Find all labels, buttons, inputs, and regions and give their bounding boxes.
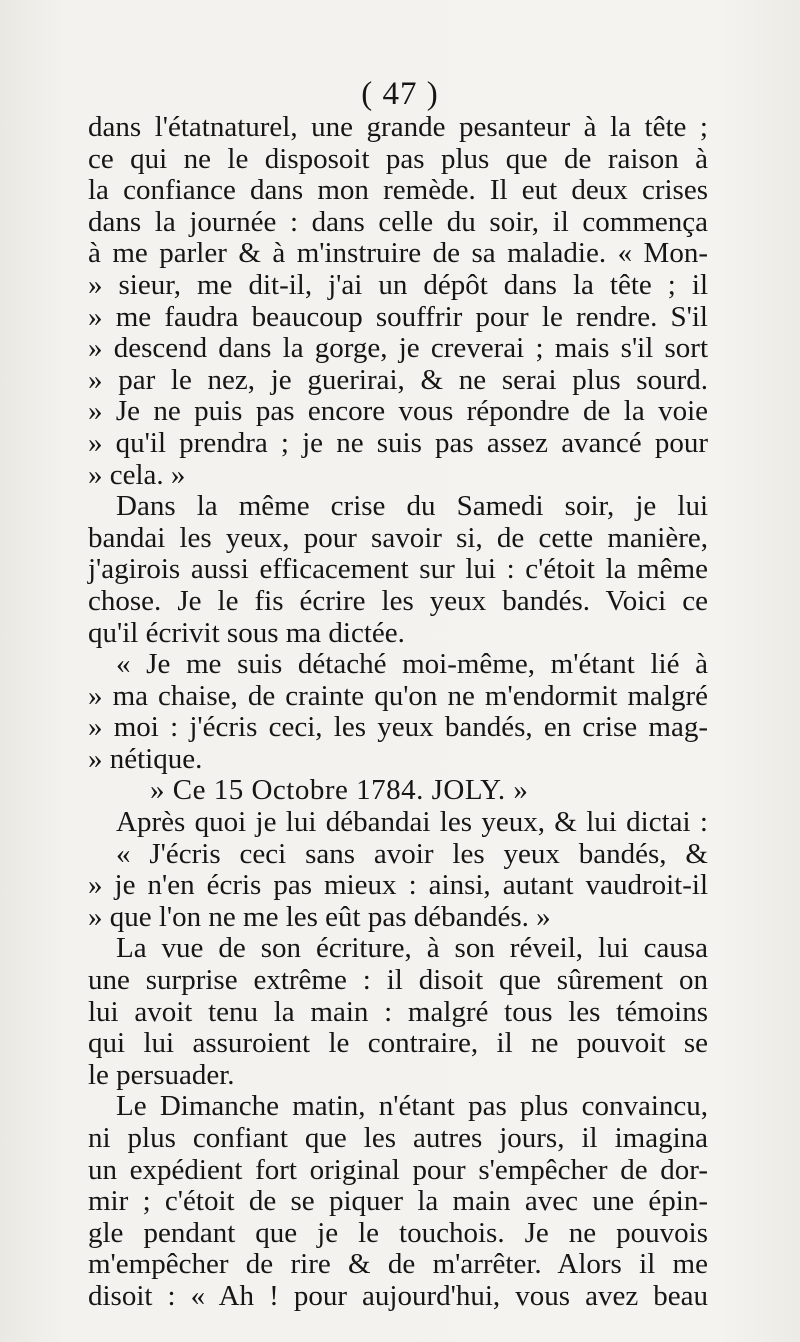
text-line: » Je ne puis pas encore vous répondre de la voie bbox=[88, 395, 708, 428]
text-line: j'agirois aussi efficacement sur lui : c'étoit la même bbox=[88, 553, 708, 586]
text-line: m'empêcher de rire & de m'arrêter. Alors il me bbox=[88, 1248, 708, 1281]
text-line: disoit : « Ah ! pour aujourd'hui, vous avez beau bbox=[88, 1279, 708, 1312]
text-line: » nétique. bbox=[88, 742, 203, 775]
page-number: ( 47 ) bbox=[361, 76, 439, 112]
text-line: ce qui ne le disposoit pas plus que de raison à bbox=[88, 142, 708, 175]
text-line: qu'il écrivit sous ma dictée. bbox=[88, 616, 405, 649]
text-line: un expédient fort original pour s'empêcher de dor- bbox=[88, 1153, 708, 1186]
text-line: mir ; c'étoit de se piquer la main avec une épin- bbox=[88, 1185, 708, 1218]
text-line: » ma chaise, de crainte qu'on ne m'endormit malgré bbox=[88, 679, 708, 712]
text-line: » descend dans la gorge, je creverai ; mais s'il sort bbox=[88, 332, 708, 365]
text-line: » sieur, me dit-il, j'ai un dépôt dans la tête ; il bbox=[88, 268, 708, 301]
text-line: « J'écris ceci sans avoir les yeux bandés, & bbox=[116, 837, 708, 870]
text-line: qui lui assuroient le contraire, il ne pouvoit se bbox=[88, 1027, 708, 1060]
text-line: chose. Je le fis écrire les yeux bandés. Voici ce bbox=[88, 584, 708, 617]
text-line: dans l'étatnaturel, une grande pesanteur à la tête ; bbox=[88, 111, 708, 143]
text-line: lui avoit tenu la main : malgré tous les témoins bbox=[88, 995, 708, 1028]
text-line: » je n'en écris pas mieux : ainsi, autant vaudroit-il bbox=[88, 869, 708, 902]
signature-line: » Ce 15 Octobre 1784. JOLY. » bbox=[150, 774, 529, 807]
text-line: » qu'il prendra ; je ne suis pas assez avancé pour bbox=[88, 426, 708, 459]
text-line: Le Dimanche matin, n'étant pas plus convaincu, bbox=[116, 1090, 708, 1123]
text-line: Après quoi je lui débandai les yeux, & lui dictai : bbox=[116, 806, 708, 839]
text-line: » que l'on ne me les eût pas débandés. » bbox=[88, 900, 551, 933]
body-text bbox=[88, 112, 708, 1313]
text-line: » cela. » bbox=[88, 458, 186, 491]
text-line: « Je me suis détaché moi-même, m'étant lié à bbox=[116, 648, 708, 681]
text-line: bandai les yeux, pour savoir si, de cette manière, bbox=[88, 521, 708, 554]
text-line: à me parler & à m'instruire de sa maladie. « Mon- bbox=[88, 237, 708, 270]
text-line: ni plus confiant que les autres jours, il imagina bbox=[88, 1122, 708, 1154]
text-line: gle pendant que je le touchois. Je ne pouvois bbox=[88, 1216, 708, 1249]
text-line: Dans la même crise du Samedi soir, je lui bbox=[116, 490, 708, 523]
text-line: dans la journée : dans celle du soir, il commença bbox=[88, 205, 708, 238]
text-line: » me faudra beaucoup souffrir pour le rendre. S'il bbox=[88, 300, 708, 333]
text-line: le persuader. bbox=[88, 1058, 235, 1091]
text-line: La vue de son écriture, à son réveil, lui causa bbox=[116, 932, 708, 965]
text-line: la confiance dans mon remède. Il eut deux crises bbox=[88, 174, 708, 207]
text-line: une surprise extrême : il disoit que sûrement on bbox=[88, 964, 708, 997]
text-line: » moi : j'écris ceci, les yeux bandés, en crise mag- bbox=[88, 711, 708, 744]
text-line: » par le nez, je guerirai, & ne serai plus sourd. bbox=[88, 363, 708, 396]
